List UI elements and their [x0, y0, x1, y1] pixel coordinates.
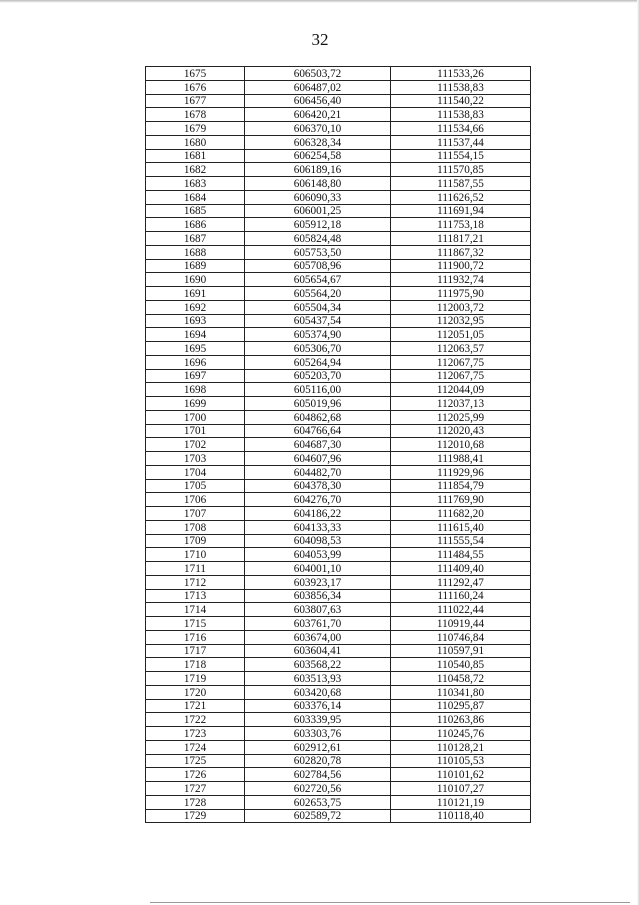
y-coordinate-cell: 112010,68 [391, 438, 531, 452]
point-number-cell: 1699 [146, 397, 245, 411]
point-number-cell: 1679 [146, 122, 245, 136]
y-coordinate-cell: 111691,94 [391, 204, 531, 218]
table-row [146, 273, 531, 287]
point-number-cell: 1693 [146, 314, 245, 328]
point-number-cell: 1708 [146, 520, 245, 534]
table-row [146, 94, 531, 108]
point-number-cell: 1707 [146, 507, 245, 521]
table-row [146, 397, 531, 411]
x-coordinate-cell: 605824,48 [245, 232, 391, 246]
x-coordinate-cell: 606001,25 [245, 204, 391, 218]
y-coordinate-cell: 111537,44 [391, 135, 531, 149]
table-row [146, 672, 531, 686]
point-number-cell: 1702 [146, 438, 245, 452]
x-coordinate-cell: 603807,63 [245, 603, 391, 617]
y-coordinate-cell: 110107,27 [391, 782, 531, 796]
x-coordinate-cell: 605306,70 [245, 342, 391, 356]
point-number-cell: 1728 [146, 795, 245, 809]
table-row [146, 342, 531, 356]
x-coordinate-cell: 605708,96 [245, 259, 391, 273]
point-number-cell: 1718 [146, 658, 245, 672]
point-number-cell: 1698 [146, 383, 245, 397]
x-coordinate-cell: 604133,33 [245, 520, 391, 534]
y-coordinate-cell: 110101,62 [391, 768, 531, 782]
point-number-cell: 1692 [146, 300, 245, 314]
table-row [146, 287, 531, 301]
x-coordinate-cell: 603761,70 [245, 617, 391, 631]
y-coordinate-cell: 111022,44 [391, 603, 531, 617]
point-number-cell: 1712 [146, 575, 245, 589]
point-number-cell: 1677 [146, 94, 245, 108]
x-coordinate-cell: 606328,34 [245, 135, 391, 149]
y-coordinate-cell: 110341,80 [391, 685, 531, 699]
point-number-cell: 1701 [146, 424, 245, 438]
x-coordinate-cell: 605437,54 [245, 314, 391, 328]
y-coordinate-cell: 110263,86 [391, 713, 531, 727]
x-coordinate-cell: 602720,56 [245, 782, 391, 796]
x-coordinate-cell: 606503,72 [245, 67, 391, 81]
y-coordinate-cell: 111988,41 [391, 452, 531, 466]
point-number-cell: 1687 [146, 232, 245, 246]
y-coordinate-cell: 111817,21 [391, 232, 531, 246]
x-coordinate-cell: 602653,75 [245, 795, 391, 809]
x-coordinate-cell: 605374,90 [245, 328, 391, 342]
table-row [146, 754, 531, 768]
y-coordinate-cell: 111900,72 [391, 259, 531, 273]
x-coordinate-cell: 605019,96 [245, 397, 391, 411]
point-number-cell: 1711 [146, 562, 245, 576]
table-row [146, 699, 531, 713]
table-row [146, 190, 531, 204]
x-coordinate-cell: 605116,00 [245, 383, 391, 397]
table-row [146, 410, 531, 424]
table-row [146, 465, 531, 479]
point-number-cell: 1705 [146, 479, 245, 493]
point-number-cell: 1681 [146, 149, 245, 163]
y-coordinate-cell: 110540,85 [391, 658, 531, 672]
table-row [146, 644, 531, 658]
table-row [146, 245, 531, 259]
x-coordinate-cell: 605912,18 [245, 218, 391, 232]
x-coordinate-cell: 603923,17 [245, 575, 391, 589]
table-row [146, 80, 531, 94]
table-row [146, 768, 531, 782]
point-number-cell: 1716 [146, 630, 245, 644]
y-coordinate-cell: 112067,75 [391, 355, 531, 369]
point-number-cell: 1690 [146, 273, 245, 287]
point-number-cell: 1723 [146, 727, 245, 741]
y-coordinate-cell: 111540,22 [391, 94, 531, 108]
table-row [146, 149, 531, 163]
y-coordinate-cell: 111554,15 [391, 149, 531, 163]
y-coordinate-cell: 111975,90 [391, 287, 531, 301]
x-coordinate-cell: 604687,30 [245, 438, 391, 452]
point-number-cell: 1714 [146, 603, 245, 617]
y-coordinate-cell: 111484,55 [391, 548, 531, 562]
y-coordinate-cell: 111534,66 [391, 122, 531, 136]
y-coordinate-cell: 110746,84 [391, 630, 531, 644]
y-coordinate-cell: 112020,43 [391, 424, 531, 438]
x-coordinate-cell: 604766,64 [245, 424, 391, 438]
x-coordinate-cell: 603339,95 [245, 713, 391, 727]
x-coordinate-cell: 605753,50 [245, 245, 391, 259]
y-coordinate-cell: 111854,79 [391, 479, 531, 493]
x-coordinate-cell: 606487,02 [245, 80, 391, 94]
point-number-cell: 1684 [146, 190, 245, 204]
y-coordinate-cell: 110919,44 [391, 617, 531, 631]
point-number-cell: 1717 [146, 644, 245, 658]
table-row [146, 452, 531, 466]
point-number-cell: 1726 [146, 768, 245, 782]
table-row [146, 575, 531, 589]
x-coordinate-cell: 604378,30 [245, 479, 391, 493]
point-number-cell: 1682 [146, 163, 245, 177]
x-coordinate-cell: 606189,16 [245, 163, 391, 177]
x-coordinate-cell: 602820,78 [245, 754, 391, 768]
x-coordinate-cell: 606148,80 [245, 177, 391, 191]
y-coordinate-cell: 111160,24 [391, 589, 531, 603]
y-coordinate-cell: 111538,83 [391, 108, 531, 122]
x-coordinate-cell: 605264,94 [245, 355, 391, 369]
x-coordinate-cell: 603568,22 [245, 658, 391, 672]
table-row [146, 727, 531, 741]
table-row [146, 782, 531, 796]
y-coordinate-cell: 110128,21 [391, 740, 531, 754]
table-row [146, 135, 531, 149]
table-row [146, 232, 531, 246]
scan-edge-bottom [150, 902, 630, 903]
y-coordinate-cell: 111769,90 [391, 493, 531, 507]
table-row [146, 177, 531, 191]
y-coordinate-cell: 111682,20 [391, 507, 531, 521]
table-row [146, 108, 531, 122]
point-number-cell: 1695 [146, 342, 245, 356]
y-coordinate-cell: 110118,40 [391, 809, 531, 823]
table-row [146, 438, 531, 452]
point-number-cell: 1706 [146, 493, 245, 507]
point-number-cell: 1688 [146, 245, 245, 259]
table-row [146, 493, 531, 507]
table-row [146, 300, 531, 314]
x-coordinate-cell: 602912,61 [245, 740, 391, 754]
y-coordinate-cell: 111292,47 [391, 575, 531, 589]
x-coordinate-cell: 604001,10 [245, 562, 391, 576]
x-coordinate-cell: 604098,53 [245, 534, 391, 548]
x-coordinate-cell: 602589,72 [245, 809, 391, 823]
y-coordinate-cell: 111570,85 [391, 163, 531, 177]
point-number-cell: 1697 [146, 369, 245, 383]
x-coordinate-cell: 606090,33 [245, 190, 391, 204]
point-number-cell: 1676 [146, 80, 245, 94]
point-number-cell: 1683 [146, 177, 245, 191]
table-row [146, 122, 531, 136]
x-coordinate-cell: 602784,56 [245, 768, 391, 782]
table-row [146, 259, 531, 273]
table-row [146, 314, 531, 328]
point-number-cell: 1721 [146, 699, 245, 713]
x-coordinate-cell: 605203,70 [245, 369, 391, 383]
y-coordinate-cell: 112003,72 [391, 300, 531, 314]
table-row [146, 658, 531, 672]
table-row [146, 795, 531, 809]
x-coordinate-cell: 604276,70 [245, 493, 391, 507]
x-coordinate-cell: 604186,22 [245, 507, 391, 521]
table-row [146, 424, 531, 438]
coordinates-table-body [146, 67, 531, 823]
point-number-cell: 1686 [146, 218, 245, 232]
x-coordinate-cell: 606254,58 [245, 149, 391, 163]
y-coordinate-cell: 111555,54 [391, 534, 531, 548]
y-coordinate-cell: 110458,72 [391, 672, 531, 686]
y-coordinate-cell: 112067,75 [391, 369, 531, 383]
table-row [146, 355, 531, 369]
table-row [146, 713, 531, 727]
y-coordinate-cell: 112032,95 [391, 314, 531, 328]
table-row [146, 67, 531, 81]
x-coordinate-cell: 603303,76 [245, 727, 391, 741]
y-coordinate-cell: 111409,40 [391, 562, 531, 576]
x-coordinate-cell: 605564,20 [245, 287, 391, 301]
scan-edge-top [0, 0, 640, 3]
x-coordinate-cell: 605654,67 [245, 273, 391, 287]
y-coordinate-cell: 110597,91 [391, 644, 531, 658]
point-number-cell: 1710 [146, 548, 245, 562]
table-row [146, 617, 531, 631]
y-coordinate-cell: 111867,32 [391, 245, 531, 259]
table-row [146, 603, 531, 617]
table-row [146, 740, 531, 754]
page-number: 32 [311, 30, 329, 49]
y-coordinate-cell: 111533,26 [391, 67, 531, 81]
y-coordinate-cell: 112025,99 [391, 410, 531, 424]
x-coordinate-cell: 603513,93 [245, 672, 391, 686]
x-coordinate-cell: 606370,10 [245, 122, 391, 136]
table-row [146, 809, 531, 823]
point-number-cell: 1719 [146, 672, 245, 686]
y-coordinate-cell: 112044,09 [391, 383, 531, 397]
table-row [146, 589, 531, 603]
x-coordinate-cell: 604607,96 [245, 452, 391, 466]
y-coordinate-cell: 112037,13 [391, 397, 531, 411]
point-number-cell: 1694 [146, 328, 245, 342]
y-coordinate-cell: 111615,40 [391, 520, 531, 534]
point-number-cell: 1691 [146, 287, 245, 301]
table-row [146, 369, 531, 383]
point-number-cell: 1727 [146, 782, 245, 796]
y-coordinate-cell: 111932,74 [391, 273, 531, 287]
y-coordinate-cell: 111587,55 [391, 177, 531, 191]
y-coordinate-cell: 111538,83 [391, 80, 531, 94]
coordinates-table [145, 66, 531, 823]
x-coordinate-cell: 603420,68 [245, 685, 391, 699]
point-number-cell: 1729 [146, 809, 245, 823]
y-coordinate-cell: 111929,96 [391, 465, 531, 479]
point-number-cell: 1696 [146, 355, 245, 369]
table-row [146, 534, 531, 548]
point-number-cell: 1704 [146, 465, 245, 479]
x-coordinate-cell: 606420,21 [245, 108, 391, 122]
y-coordinate-cell: 112051,05 [391, 328, 531, 342]
y-coordinate-cell: 111753,18 [391, 218, 531, 232]
table-row [146, 479, 531, 493]
y-coordinate-cell: 110121,19 [391, 795, 531, 809]
y-coordinate-cell: 110295,87 [391, 699, 531, 713]
x-coordinate-cell: 603674,00 [245, 630, 391, 644]
x-coordinate-cell: 604482,70 [245, 465, 391, 479]
table-row [146, 204, 531, 218]
table-row [146, 383, 531, 397]
point-number-cell: 1678 [146, 108, 245, 122]
point-number-cell: 1675 [146, 67, 245, 81]
table-row [146, 630, 531, 644]
table-row [146, 218, 531, 232]
table-row [146, 163, 531, 177]
table-row [146, 548, 531, 562]
point-number-cell: 1709 [146, 534, 245, 548]
table-row [146, 562, 531, 576]
point-number-cell: 1715 [146, 617, 245, 631]
y-coordinate-cell: 110105,53 [391, 754, 531, 768]
table-row [146, 328, 531, 342]
table-row [146, 507, 531, 521]
x-coordinate-cell: 603856,34 [245, 589, 391, 603]
x-coordinate-cell: 605504,34 [245, 300, 391, 314]
point-number-cell: 1680 [146, 135, 245, 149]
x-coordinate-cell: 603376,14 [245, 699, 391, 713]
point-number-cell: 1689 [146, 259, 245, 273]
point-number-cell: 1724 [146, 740, 245, 754]
point-number-cell: 1722 [146, 713, 245, 727]
x-coordinate-cell: 604053,99 [245, 548, 391, 562]
table-row [146, 520, 531, 534]
y-coordinate-cell: 111626,52 [391, 190, 531, 204]
point-number-cell: 1703 [146, 452, 245, 466]
y-coordinate-cell: 112063,57 [391, 342, 531, 356]
point-number-cell: 1685 [146, 204, 245, 218]
point-number-cell: 1720 [146, 685, 245, 699]
point-number-cell: 1700 [146, 410, 245, 424]
point-number-cell: 1725 [146, 754, 245, 768]
table-row [146, 685, 531, 699]
x-coordinate-cell: 603604,41 [245, 644, 391, 658]
x-coordinate-cell: 604862,68 [245, 410, 391, 424]
y-coordinate-cell: 110245,76 [391, 727, 531, 741]
point-number-cell: 1713 [146, 589, 245, 603]
x-coordinate-cell: 606456,40 [245, 94, 391, 108]
